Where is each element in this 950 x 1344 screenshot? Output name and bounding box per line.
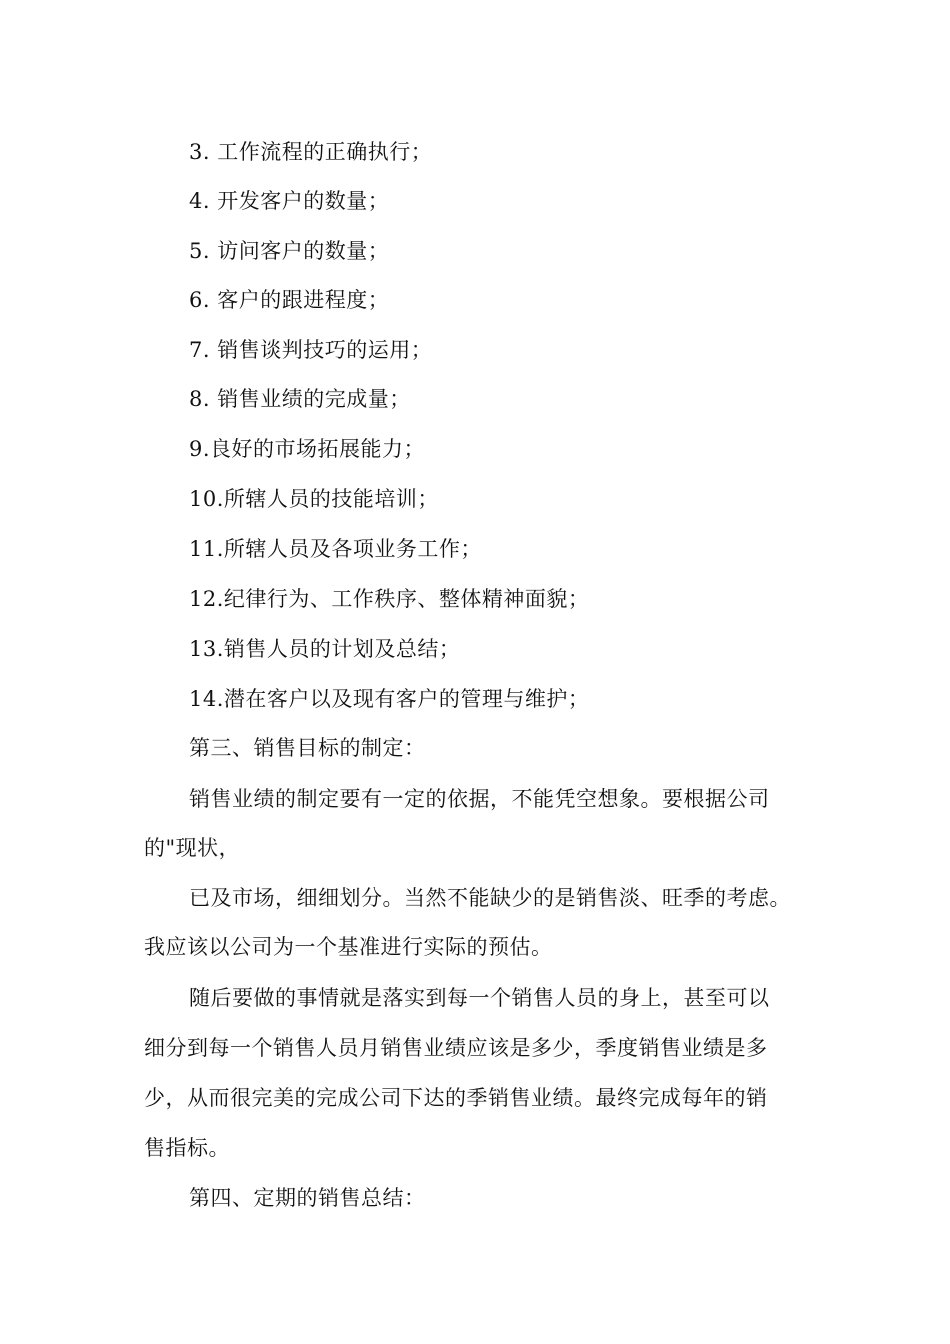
paragraph-line: 我应该以公司为一个基准进行实际的预估。 bbox=[144, 935, 553, 959]
paragraph-line: 细分到每一个销售人员月销售业绩应该是多少，季度销售业绩是多 bbox=[144, 1036, 768, 1060]
section-heading: 第四、定期的销售总结： bbox=[189, 1186, 426, 1210]
list-item: 8. 销售业绩的完成量； bbox=[189, 387, 411, 411]
list-item: 4. 开发客户的数量； bbox=[189, 189, 390, 213]
list-item: 14.潜在客户以及现有客户的管理与维护； bbox=[189, 687, 590, 711]
paragraph-line: 少，从而很完美的完成公司下达的季销售业绩。最终完成每年的销 bbox=[144, 1086, 768, 1110]
list-item: 13.销售人员的计划及总结； bbox=[189, 637, 461, 661]
section-heading: 第三、销售目标的制定： bbox=[189, 736, 426, 760]
list-item: 11.所辖人员及各项业务工作； bbox=[189, 537, 482, 561]
paragraph-line: 随后要做的事情就是落实到每一个销售人员的身上，甚至可以 bbox=[189, 986, 770, 1010]
list-item: 9.良好的市场拓展能力； bbox=[189, 437, 426, 461]
paragraph-line: 已及市场，细细划分。当然不能缺少的是销售淡、旺季的考虑。 bbox=[189, 886, 791, 910]
list-item: 10.所辖人员的技能培训； bbox=[189, 487, 439, 511]
paragraph-line: 的"现状， bbox=[144, 836, 241, 860]
list-item: 5. 访问客户的数量； bbox=[189, 239, 390, 263]
list-item: 3. 工作流程的正确执行； bbox=[189, 140, 433, 164]
list-item: 12.纪律行为、工作秩序、整体精神面貌； bbox=[189, 587, 590, 611]
paragraph-line: 售指标。 bbox=[144, 1136, 230, 1160]
list-item: 6. 客户的跟进程度； bbox=[189, 288, 390, 312]
list-item: 7. 销售谈判技巧的运用； bbox=[189, 338, 433, 362]
paragraph-line: 销售业绩的制定要有一定的依据，不能凭空想象。要根据公司 bbox=[189, 787, 770, 811]
